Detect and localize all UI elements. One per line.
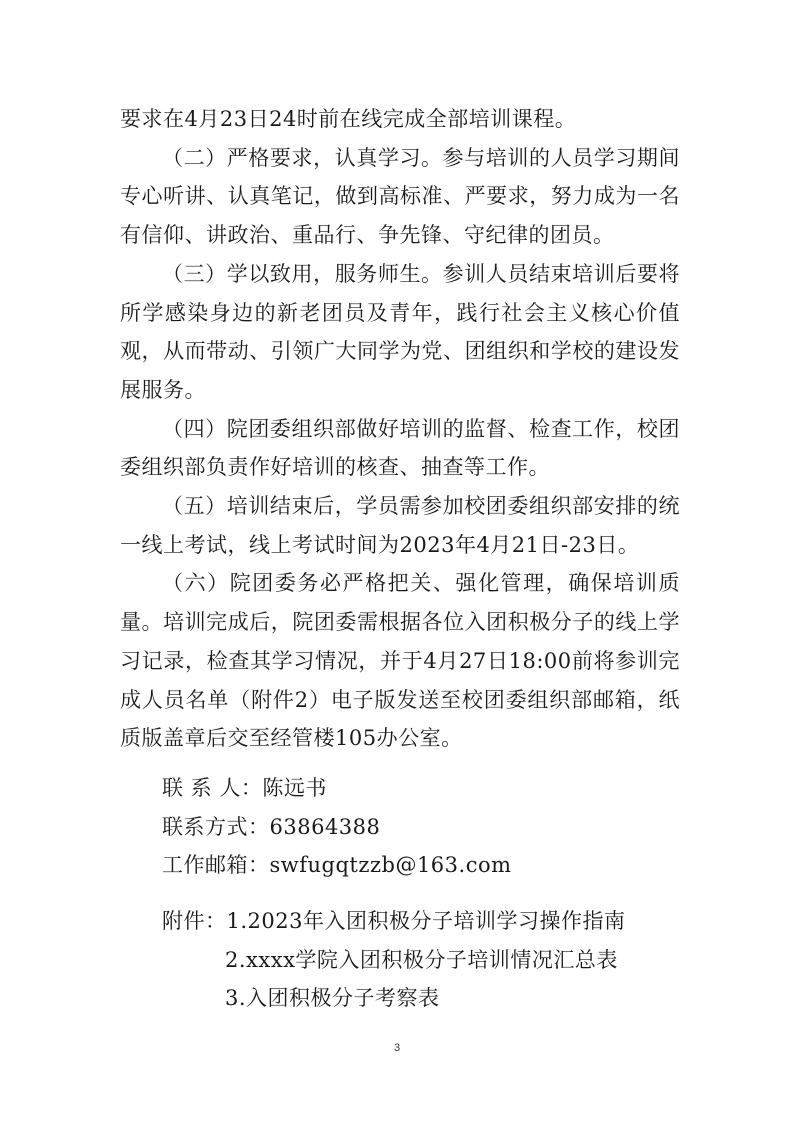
- contact-email: 工作邮箱：swfugqtzzb@163.com: [162, 853, 512, 878]
- paragraph-item-2: （二）严格要求，认真学习。参与培训的人员学习期间专心听讲、认真笔记，做到高标准、严要求，努力成为一名有信仰、讲政治、重品行、争先锋、守纪律的团员。: [120, 145, 680, 248]
- paragraph-continuation: 要求在4月23日24时前在线完成全部培训课程。: [120, 107, 577, 131]
- contact-person: 联 系 人：陈远书: [162, 776, 327, 800]
- contact-phone: 联系方式：63864388: [162, 814, 381, 839]
- contact-info: [162, 769, 512, 885]
- attachment-3: 3.入团积极分子考察表: [225, 986, 440, 1011]
- attachments-list: [162, 902, 625, 1018]
- body-text: [120, 100, 680, 758]
- attachment-2: 2.xxxx学院入团积极分子培训情况汇总表: [225, 947, 618, 972]
- paragraph-item-5: （五）培训结束后，学员需参加校团委组织部安排的统一线上考试，线上考试时间为2023年4月21日-23日。: [120, 494, 680, 557]
- paragraph-item-3: （三）学以致用，服务师生。参训人员结束培训后要将所学感染身边的新老团员及青年，践行社会主义核心价值观，从而带动、引领广大同学为党、团组织和学校的建设发展服务。: [120, 261, 680, 402]
- paragraph-item-6: （六）院团委务必严格把关、强化管理，确保培训质量。培训完成后，院团委需根据各位入团积极分子的线上学习记录，检查其学习情况，并于4月27日18:00前将参训完成人员名单（附件2）电子版发送至校团委组织部邮箱，纸质版盖章后交至经管楼105办公室。: [120, 571, 680, 751]
- paragraph-item-4: （四）院团委组织部做好培训的监督、检查工作，校团委组织部负责作好培训的核查、抽查等工作。: [120, 416, 680, 480]
- page-number: 3: [393, 1042, 401, 1054]
- attachment-1: 附件：1.2023年入团积极分子培训学习操作指南: [162, 909, 626, 933]
